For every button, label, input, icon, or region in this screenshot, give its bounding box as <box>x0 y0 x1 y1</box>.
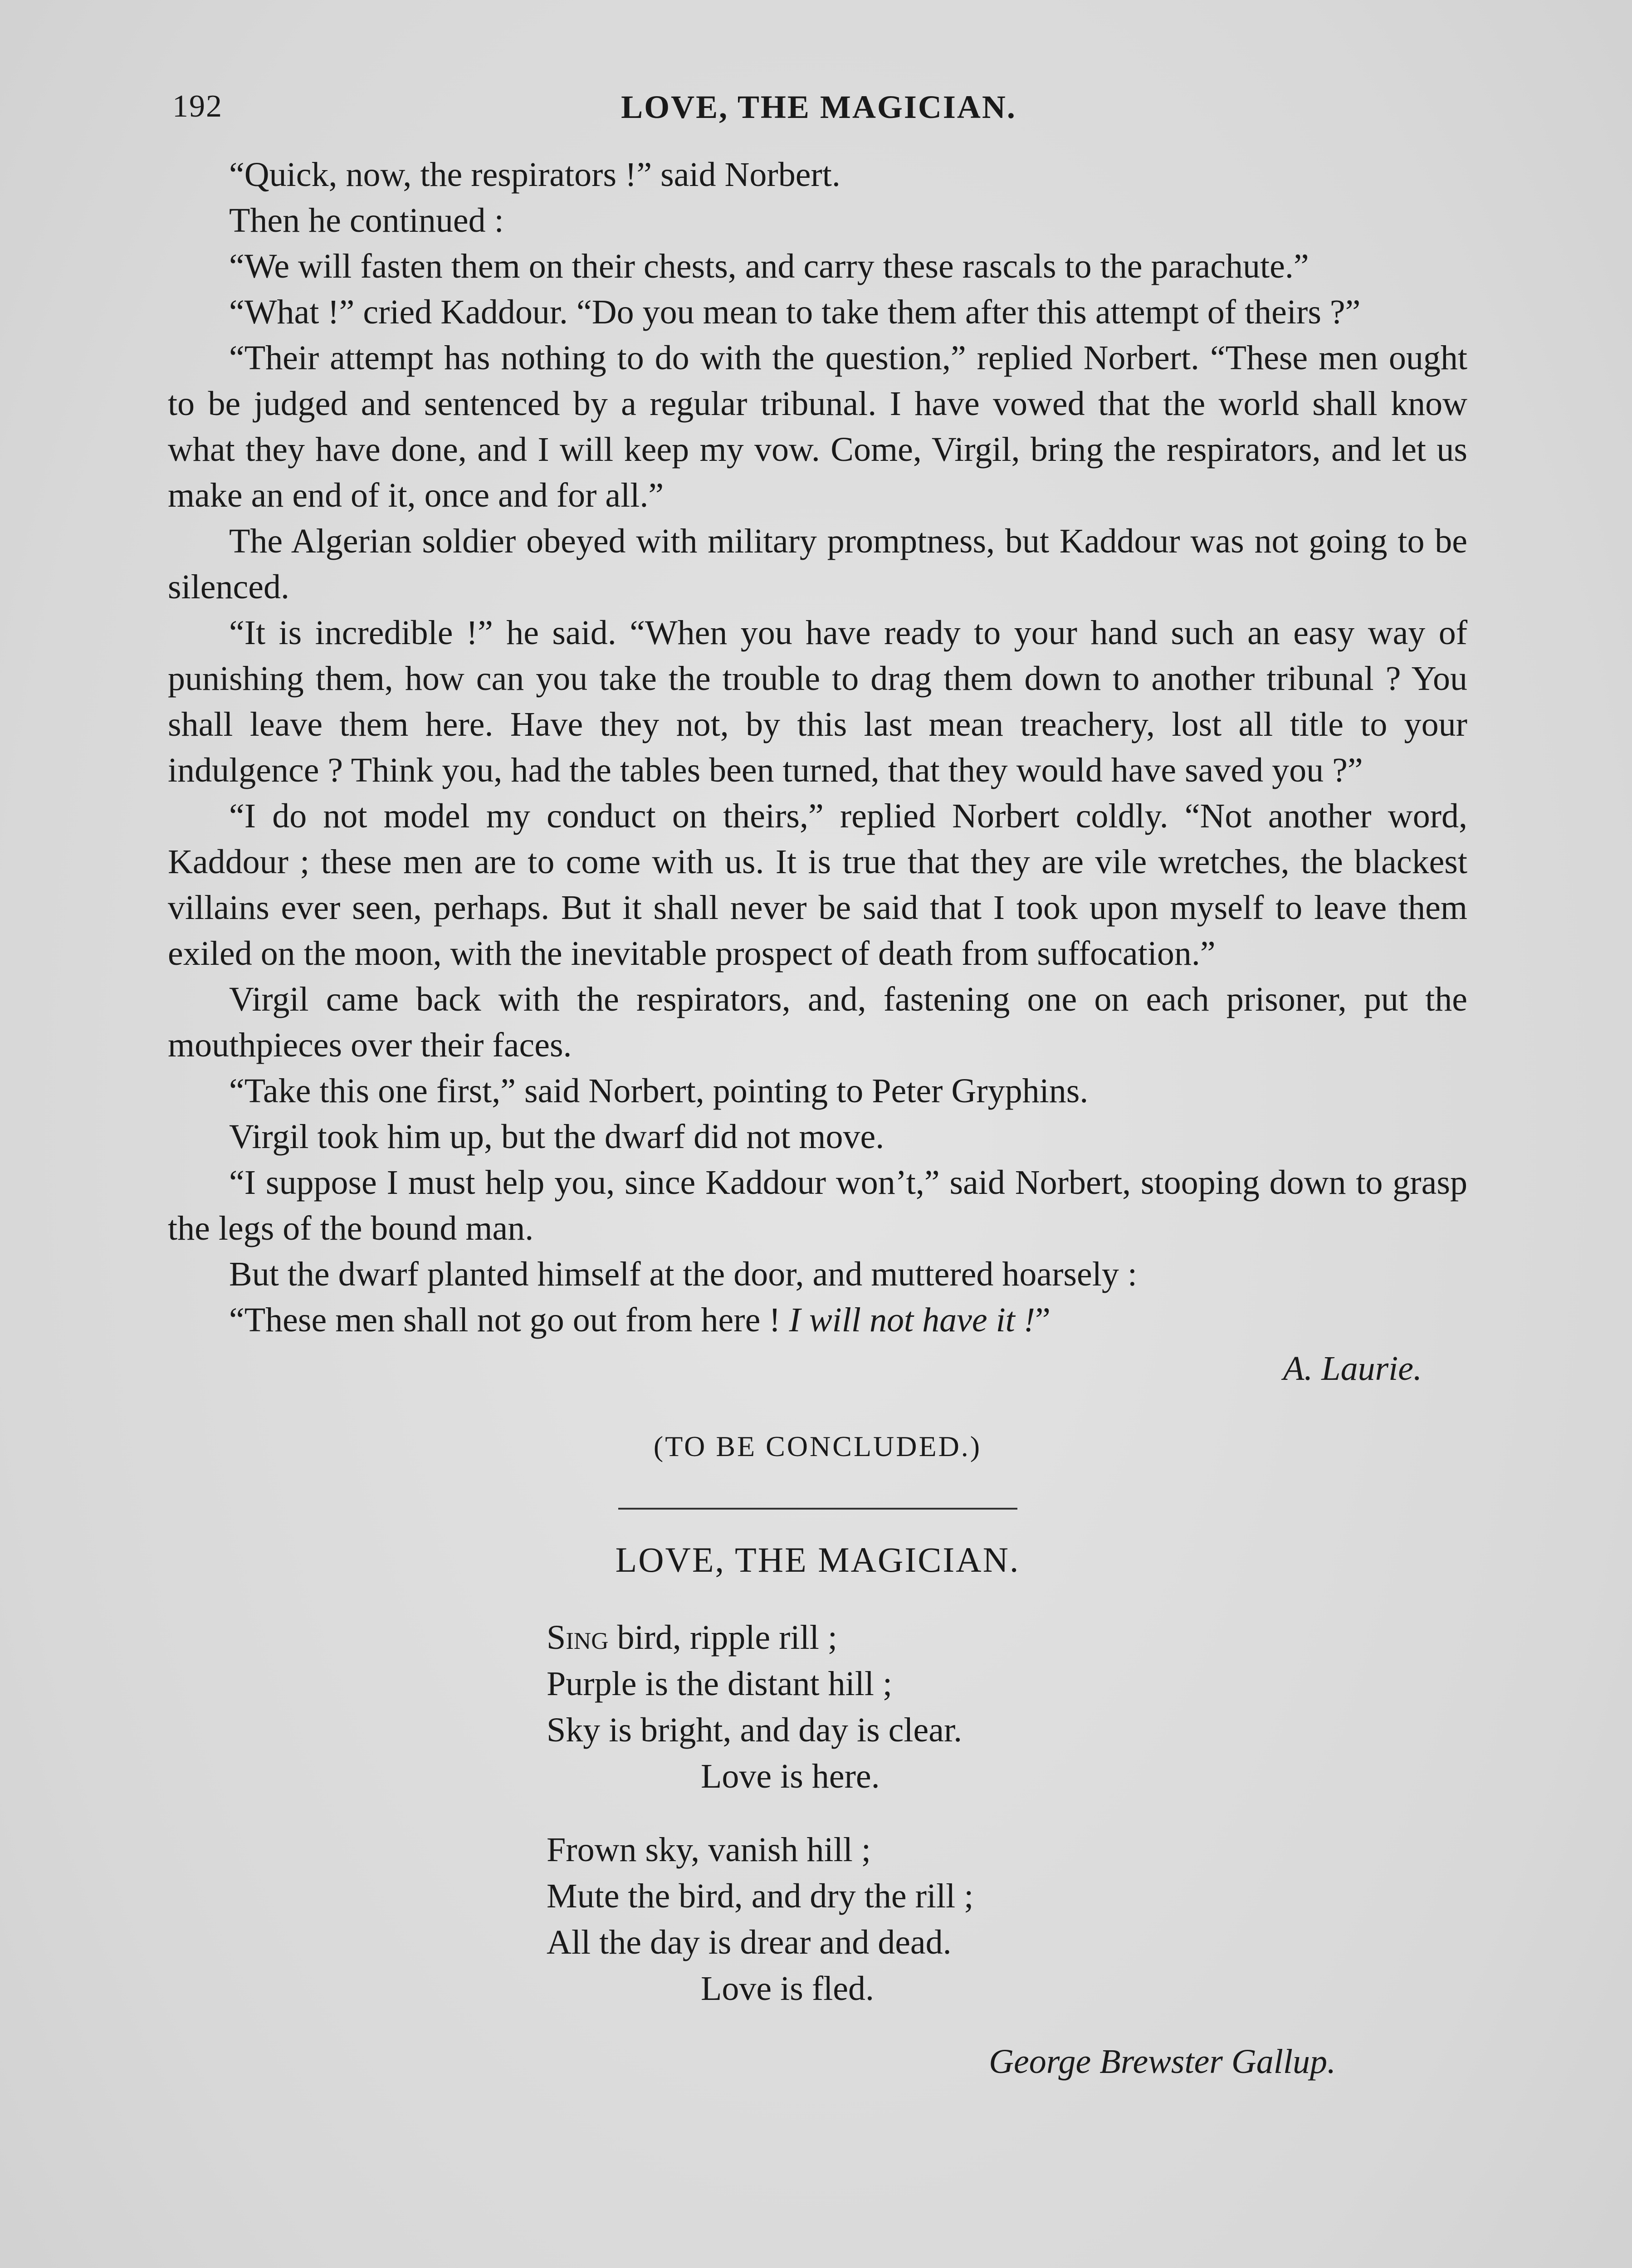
poem-line: Mute the bird, and dry the rill ; <box>547 1877 974 1915</box>
paragraph: “It is incredible !” he said. “When you have ready to your hand such an easy way of punishing them, how can you take the trouble to drag them down to another tribunal ? You shall leave them here. Have they not, by this last mean treachery, lost all title to your indulgence ? Think you, had the tables been turned, that they would have saved you ?” <box>168 614 1467 789</box>
poem-line: All the day is drear and dead. <box>547 1923 952 1961</box>
last-line-italic: I will not have it ! <box>789 1301 1036 1339</box>
paragraph: “Take this one first,” said Norbert, pointing to Peter Gryphins. <box>229 1072 1089 1110</box>
last-line-close: ” <box>1035 1301 1051 1339</box>
poem-line: Love is fled. <box>701 1970 875 2008</box>
poem-line <box>547 1614 1467 1661</box>
paragraph: “What !” cried Kaddour. “Do you mean to take them after this attempt of theirs ?” <box>229 293 1361 331</box>
paragraph: “I suppose I must help you, since Kaddour won’t,” said Norbert, stooping down to grasp the legs of the bound man. <box>168 1163 1467 1247</box>
poem-title: LOVE, THE MAGICIAN. <box>615 1540 1020 1579</box>
poem-line-rest: bird, ripple rill ; <box>608 1618 837 1657</box>
poem-line: Love is here. <box>701 1757 880 1795</box>
last-line-text: “These men shall not go out from here ! <box>229 1301 789 1339</box>
paragraph-last-line <box>168 1297 1467 1343</box>
story-text <box>168 152 1467 2085</box>
poem-line: Sky is bright, and day is clear. <box>547 1711 963 1749</box>
page-header <box>172 79 1465 129</box>
paragraph: “Their attempt has nothing to do with the question,” replied Norbert. “These men ought to be judged and sentenced by a regular tribunal. I have vowed that the world shall know what they have done, and I will keep my vow. Come, Virgil, bring the respirators, and let us make an end of it, once and for all.” <box>168 339 1467 514</box>
paragraph: “Quick, now, the respirators !” said Norbert. <box>229 156 840 194</box>
running-head: LOVE, THE MAGICIAN. <box>621 89 1016 125</box>
paragraph: Virgil came back with the respirators, and, fastening one on each prisoner, put the mouthpieces over their faces. <box>168 980 1467 1064</box>
paragraph: The Algerian soldier obeyed with military promptness, but Kaddour was not going to be silenced. <box>168 522 1467 606</box>
poem-line: Frown sky, vanish hill ; <box>547 1831 871 1869</box>
author-signature: A. Laurie. <box>1283 1349 1422 1388</box>
poem-line: Purple is the distant hill ; <box>547 1665 893 1703</box>
paragraph: Then he continued : <box>229 201 504 240</box>
paragraph: “We will fasten them on their chests, and carry these rascals to the parachute.” <box>229 247 1309 285</box>
paragraph: “I do not model my conduct on theirs,” replied Norbert coldly. “Not another word, Kaddour ; these men are to come with us. It is true that they are vile wretches, the blackest villains ever seen, perhaps. But it shall never be said that I took upon myself to leave them exiled on the moon, with the inevitable prospect of death from suffocation.” <box>168 797 1467 973</box>
poet-signature: George Brewster Gallup. <box>989 2043 1336 2081</box>
paragraph: Virgil took him up, but the dwarf did not move. <box>229 1118 884 1156</box>
paragraph: But the dwarf planted himself at the door, and muttered hoarsely : <box>229 1255 1137 1293</box>
poem-stanza <box>547 1614 1467 1799</box>
page-number: 192 <box>172 89 223 124</box>
to-be-concluded: (TO BE CONCLUDED.) <box>653 1430 982 1462</box>
section-divider <box>618 1508 1017 1510</box>
poem-drop-word: Sing <box>547 1618 609 1657</box>
poem <box>547 1614 1467 2012</box>
poem-stanza <box>547 1827 1467 2012</box>
